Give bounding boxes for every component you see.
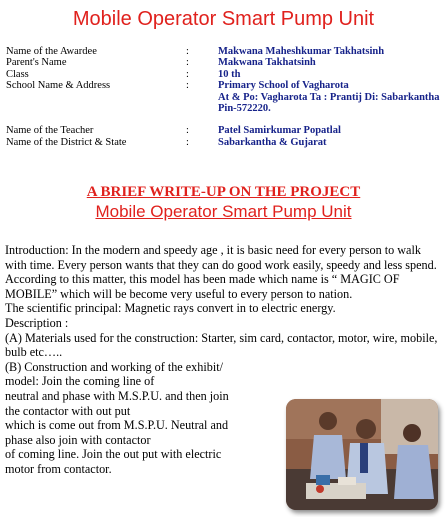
- info-value: [218, 80, 446, 114]
- info-row-district: [6, 137, 446, 148]
- info-value-line: 10 th: [218, 68, 241, 80]
- info-value: [218, 137, 446, 148]
- info-label: Name of the Teacher: [6, 125, 94, 137]
- info-value-line: At & Po: Vagharota Ta : Prantij Di: Sabarkantha: [218, 91, 440, 103]
- text-line: the contactor with out put: [5, 403, 131, 418]
- text-line: model: Join the coming line of: [5, 374, 155, 389]
- info-row-parent: [6, 57, 446, 68]
- text-line: which is come out from M.S.P.U. Neutral and: [5, 418, 229, 433]
- text-line: of coming line. Join the out put with electric: [5, 447, 222, 462]
- info-value: [218, 57, 446, 68]
- construction-text: [5, 360, 275, 477]
- info-value-line: Pin-572220.: [218, 103, 271, 115]
- info-value-line: Patel Samirkumar Popatlal: [218, 125, 341, 137]
- paragraph-materials: (A) Materials used for the construction: Starter, sim card, contactor, motor, wire, mobile, bulb etc…..: [5, 330, 438, 360]
- info-colon: :: [186, 68, 189, 80]
- info-row-awardee: [6, 46, 446, 57]
- info-colon: :: [186, 125, 189, 137]
- paragraph-description: Description :: [5, 315, 69, 330]
- info-colon: :: [186, 80, 189, 92]
- info-value: [218, 69, 446, 80]
- info-label: School Name & Address: [6, 80, 111, 92]
- document-title: Mobile Operator Smart Pump Unit: [72, 8, 375, 30]
- text-line: phase also join with contactor: [5, 432, 151, 447]
- info-value: [218, 125, 446, 136]
- project-subtitle: Mobile Operator Smart Pump Unit: [95, 202, 352, 221]
- info-row-class: [6, 69, 446, 80]
- brief-heading: A BRIEF WRITE-UP ON THE PROJECT: [86, 184, 361, 200]
- info-label: Name of the Awardee: [6, 46, 97, 57]
- text-line: neutral and phase with M.S.P.U. and then join: [5, 388, 229, 403]
- students-with-model-photo: [286, 399, 438, 510]
- awardee-info-table: [6, 46, 446, 148]
- info-colon: :: [186, 136, 189, 148]
- paragraph-introduction: Introduction: In the modern and speedy age , it is basic need for every person to walk with time. Every person wants that they can do good work easily, speedy and less spend. According to this matter, this model has been made which name is “ MAGIC OF MOBILE” which will be become very useful to every person to nation.: [5, 243, 437, 301]
- text-line: (B) Construction and working of the exhibit/: [5, 359, 223, 374]
- info-colon: :: [186, 46, 189, 57]
- info-value-line: Primary School of Vagharota: [218, 80, 349, 92]
- info-value-line: Sabarkantha & Gujarat: [218, 136, 327, 148]
- info-label: Class: [6, 68, 29, 80]
- info-value-line: Makwana Takhatsinh: [218, 57, 316, 69]
- info-colon: :: [186, 57, 189, 69]
- info-row-school: [6, 80, 446, 114]
- info-value: [218, 46, 446, 57]
- info-row-teacher: [6, 125, 446, 136]
- info-label: Name of the District & State: [6, 136, 127, 148]
- text-line: motor from contactor.: [5, 461, 112, 476]
- paragraph-principle: The scientific principal: Magnetic rays convert in to electric energy.: [5, 301, 336, 316]
- info-label: Parent's Name: [6, 57, 67, 69]
- info-value-line: Makwana Maheshkumar Takhatsinh: [218, 46, 385, 57]
